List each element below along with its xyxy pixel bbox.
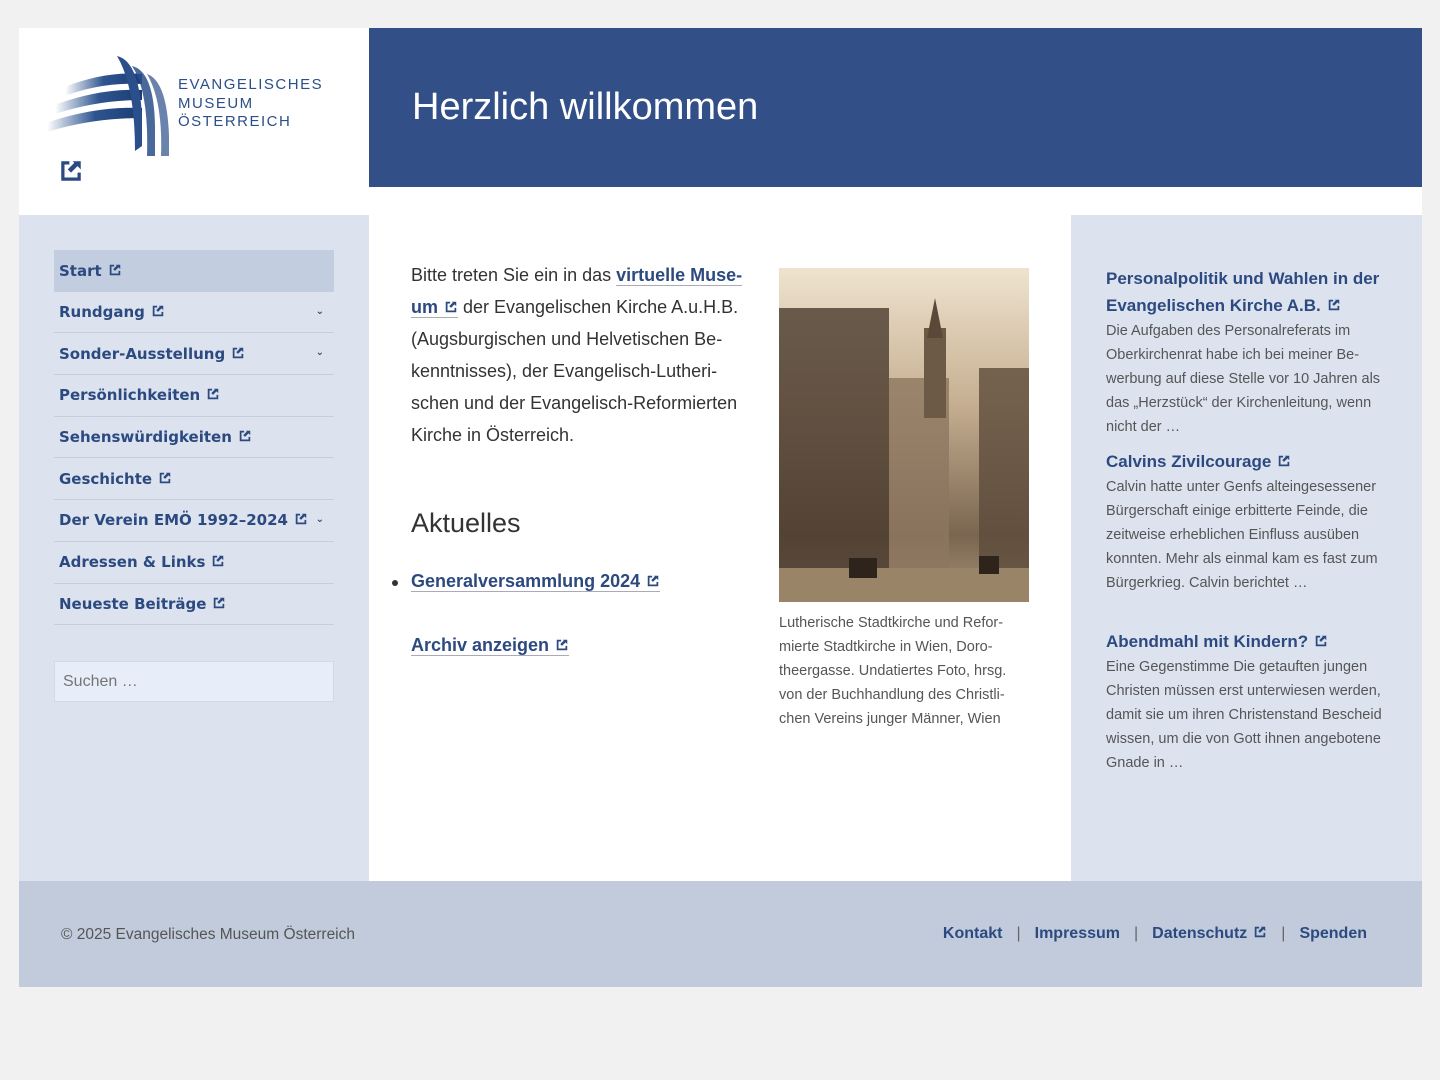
photo-caption: Lutherische Stadtkirche und Reformierte Stadtkirche in Wien, Dorotheergasse. Undatiertes Foto, hrsg. von der Buchhandlung des Christlichen Vereins junger Männer, Wien <box>779 615 1007 727</box>
post-title-link[interactable]: Personalpolitik und Wahlen in der Evangelischen Kirche A.B. <box>1106 269 1380 315</box>
external-link-icon <box>151 304 165 318</box>
nav-link[interactable]: Sonder-Ausstellung <box>59 345 245 363</box>
news-list <box>411 571 660 592</box>
external-link-icon <box>108 263 122 277</box>
list-item <box>411 571 660 592</box>
external-link-icon <box>646 574 660 588</box>
page-header <box>369 28 1422 187</box>
main-content <box>369 215 1071 881</box>
footer-link[interactable]: Impressum <box>1034 925 1120 942</box>
external-link-icon <box>206 387 220 401</box>
logo-text <box>178 76 323 132</box>
external-link-icon <box>444 300 458 314</box>
nav-link[interactable]: Der Verein EMÖ 1992–2024 <box>59 511 308 529</box>
footer-links <box>943 925 1367 943</box>
logo-line: MUSEUM <box>178 94 254 112</box>
recent-post <box>1106 265 1391 439</box>
nav-link[interactable]: Start <box>59 262 122 280</box>
nav-link[interactable]: Rundgang <box>59 303 165 321</box>
nav-item[interactable] <box>54 417 334 459</box>
header-spacer <box>369 187 1422 215</box>
chevron-down-icon[interactable]: ⌄ <box>315 514 324 526</box>
church-photo <box>779 268 1029 602</box>
nav-item[interactable] <box>54 584 334 626</box>
right-sidebar <box>1071 215 1422 881</box>
search-input[interactable] <box>54 661 334 702</box>
news-link[interactable]: Generalversammlung 2024 <box>411 571 660 592</box>
footer-link[interactable]: Spenden <box>1299 925 1367 942</box>
footer-link[interactable]: Kontakt <box>942 925 1003 942</box>
post-excerpt: Calvin hatte unter Genfs alteingesessener Bürgerschaft einige erbitterte Feinde, die zeitweise erheblichen Einfluss ausüben konnten. Mehr als einmal kam es fast zum Bürgerkrieg. Calvin berichtet … <box>1106 479 1378 591</box>
page-title: Herzlich willkommen <box>412 86 759 128</box>
left-sidebar <box>19 215 369 881</box>
news-heading: Aktuelles <box>411 508 521 538</box>
intro-text-end: der Evangelischen Kirche A.u.H.B. (Augsburgischen und Helvetischen Bekenntnisses), der Evangelisch-Lutherischen und der Evangelisch-Reformierten Kirche in Österreich. <box>411 297 739 445</box>
logo-line: EVANGELISCHES <box>178 76 324 93</box>
nav-link[interactable]: Sehenswürdigkeiten <box>59 428 252 446</box>
post-excerpt: Eine Gegenstimme Die getauften jungen Christen müssen erst unterwiesen werden, damit sie um ihren Christenstand Bescheid wissen, um die von Gott ihnen angebotene Gnade in … <box>1106 659 1382 771</box>
separator: | <box>1016 925 1021 942</box>
nav-item[interactable] <box>54 292 334 334</box>
external-link-icon <box>1314 634 1328 648</box>
nav-link[interactable]: Adressen & Links <box>59 553 225 571</box>
external-link-icon[interactable] <box>58 158 84 184</box>
nav-item[interactable] <box>54 333 334 375</box>
nav-link[interactable]: Neueste Beiträge <box>59 595 226 613</box>
nav-item[interactable] <box>54 458 334 500</box>
intro-text-start: Bitte treten Sie ein in das <box>411 265 617 285</box>
recent-post <box>1106 448 1391 595</box>
logo-line: ÖSTERREICH <box>178 113 292 130</box>
nav-item[interactable] <box>54 250 334 292</box>
external-link-icon <box>211 554 225 568</box>
nav-item[interactable] <box>54 500 334 542</box>
post-title-link[interactable]: Abendmahl mit Kindern? <box>1106 632 1328 651</box>
external-link-icon <box>555 638 569 652</box>
external-link-icon <box>231 346 245 360</box>
main-navigation <box>54 250 334 625</box>
virtual-museum-link[interactable]: virtuelle Museum <box>411 265 743 317</box>
copyright: © 2025 Evangelisches Museum Österreich <box>61 926 356 943</box>
museum-logo-mark <box>47 56 172 156</box>
chevron-down-icon[interactable]: ⌄ <box>315 305 324 317</box>
nav-link[interactable]: Persönlichkeiten <box>59 386 220 404</box>
chevron-down-icon[interactable]: ⌄ <box>315 347 324 359</box>
post-excerpt: Die Aufgaben des Personalreferats im Oberkirchenrat habe ich bei meiner Bewerbung auf diese Stelle vor 10 Jahren als das „Herzstück“ der Kirchenleitung, wenn nicht der … <box>1106 323 1381 435</box>
nav-item[interactable] <box>54 375 334 417</box>
external-link-icon <box>238 429 252 443</box>
external-link-icon <box>1277 454 1291 468</box>
nav-link[interactable]: Geschichte <box>59 470 172 488</box>
recent-post <box>1106 628 1391 775</box>
post-title-link[interactable]: Calvins Zivilcourage <box>1106 452 1291 471</box>
footer <box>19 881 1422 987</box>
external-link-icon <box>1253 925 1267 939</box>
footer-link[interactable]: Datenschutz <box>1152 925 1267 943</box>
separator: | <box>1281 925 1286 942</box>
nav-item[interactable] <box>54 542 334 584</box>
external-link-icon <box>212 596 226 610</box>
external-link-icon <box>158 471 172 485</box>
external-link-icon <box>294 512 308 526</box>
site-logo[interactable] <box>19 28 369 215</box>
intro-text <box>411 259 751 451</box>
separator: | <box>1134 925 1139 942</box>
archive-link[interactable]: Archiv anzeigen <box>411 635 569 656</box>
external-link-icon <box>1327 298 1341 312</box>
